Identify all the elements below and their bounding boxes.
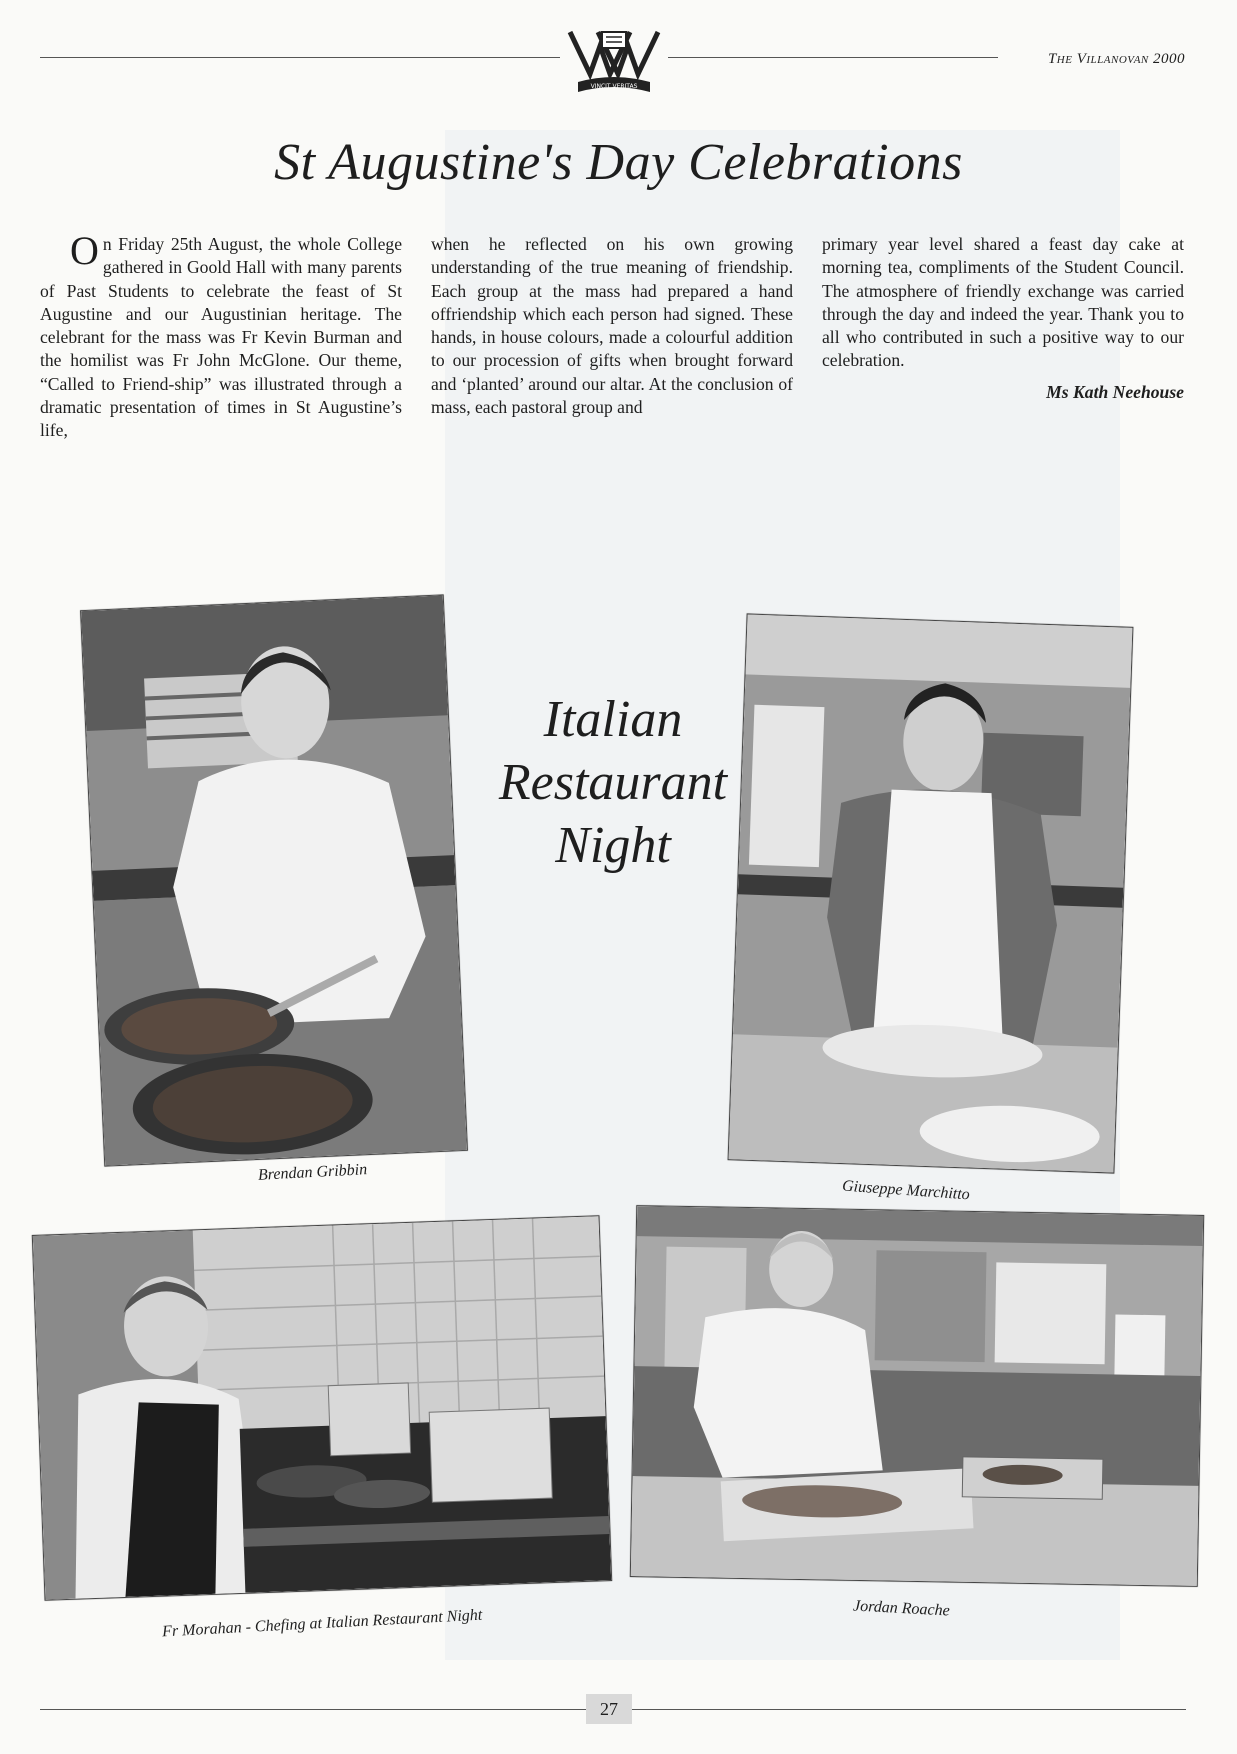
column-3-text: primary year level shared a feast day cake at morning tea, compliments of the Student Council. The atmosphere of friendly exchange was carried through the day and indeed the year. Thank you to all who contributed in such a positive way to our celebration. [822, 234, 1184, 371]
column-1-text: n Friday 25th August, the whole College gathered in Goold Hall with many parents of Past Students to celebrate the feast of St Augustine and our Augustinian heritage. The celebrant for the mass was Fr Kevin Burman and the homilist was Fr John McGlone. Our theme, “Called to Friend-ship” was illustrated through a dramatic presentation of times in St Augustine’s life, [40, 234, 402, 441]
photo-brendan-gribbin [80, 594, 468, 1166]
dropcap: O [70, 228, 99, 273]
article-column-2 [431, 233, 793, 419]
journal-title: The Villanovan 2000 [1047, 51, 1185, 67]
caption-jordan-roache: Jordan Roache [852, 1597, 951, 1620]
college-logo [566, 22, 662, 100]
caption-fr-morahan: Fr Morahan - Chefing at Italian Restaurant Night [161, 1606, 483, 1641]
photo-jordan-roache [630, 1205, 1204, 1587]
logo-motto: VINCIT VERITAS [590, 83, 638, 90]
feature-title [468, 688, 758, 877]
photo-fr-morahan [32, 1215, 612, 1601]
column-2-text: when he reflected on his own growing understanding of the true meaning of friendship. Each group at the mass had prepared a hand offriendship which each person had signed. These hands, in house colours, made a colourful addition to our procession of gifts when brought forward and ‘planted’ around our altar. At the conclusion of mass, each pastoral group and [431, 234, 793, 418]
article-title: St Augustine's Day Celebrations [274, 134, 963, 191]
article-column-3 [822, 233, 1184, 404]
page-number: 27 [586, 1694, 632, 1724]
caption-brendan-gribbin: Brendan Gribbin [257, 1161, 368, 1184]
footer-rule-left [40, 1709, 586, 1710]
photo-giuseppe-marchitto [728, 613, 1134, 1173]
article-author: Ms Kath Neehouse [1046, 381, 1184, 402]
caption-giuseppe-marchitto: Giuseppe Marchitto [841, 1177, 971, 1204]
feature-title-line-2: Restaurant [498, 754, 728, 811]
header-rule-left [40, 57, 560, 58]
feature-title-line-3: Night [555, 817, 671, 874]
article-column-1 [40, 228, 402, 443]
header-rule-right [668, 57, 998, 58]
footer-rule-right [632, 1709, 1186, 1710]
feature-title-line-1: Italian [543, 691, 683, 748]
